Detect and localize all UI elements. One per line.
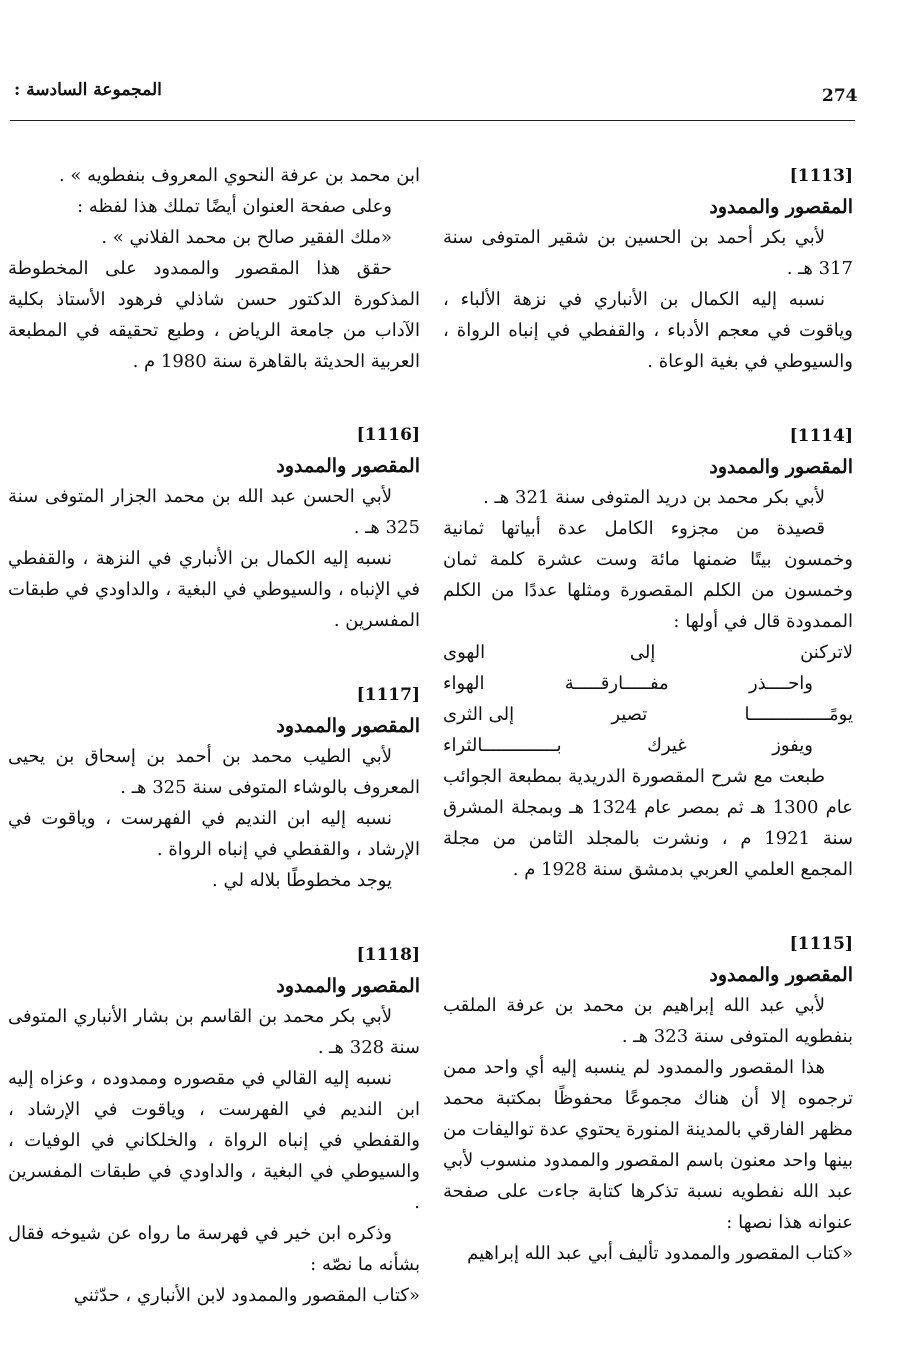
entry-quote: «كتاب المقصور والممدود لابن الأنباري ، حدّثني <box>73 1285 420 1306</box>
verse-word: واحــــذر <box>748 673 813 694</box>
verse-word: إلى <box>629 642 656 663</box>
right-column <box>443 160 853 1312</box>
entry-number: [1116] <box>356 425 420 445</box>
verse-line <box>443 637 853 668</box>
entry-1118 <box>8 939 420 1311</box>
entry-paragraph: لأبي بكر محمد بن دريد المتوفى سنة 321 هـ . <box>483 487 825 508</box>
verse-word: إلى الثرى <box>443 704 515 725</box>
entry-quote: «كتاب المقصور والممدود تأليف أبي عبد الله إبراهيم <box>467 1243 853 1264</box>
verse-line <box>443 699 853 730</box>
entry-paragraph: نسبه إليه ابن النديم في الفهرست ، وياقوت في الإرشاد ، والقفطي في إنباه الرواة . <box>8 808 420 860</box>
entry-1113 <box>443 160 853 377</box>
entry-paragraph: حقق هذا المقصور والممدود على المخطوطة المذكورة الدكتور حسن شاذلي فرهود الأستاذ بكلية الآداب من جامعة الرياض ، وطبع تحقيقه في المطبعة العربية الحديثة بالقاهرة سنة 1980 م . <box>8 258 420 372</box>
poem-verse <box>443 637 853 761</box>
entry-title: المقصور والممدود <box>709 456 853 478</box>
verse-word: بــــــــــــــالثراء <box>443 735 562 756</box>
entry-1114 <box>443 420 853 885</box>
verse-word: لاتركنن <box>800 642 853 663</box>
entry-title: المقصور والممدود <box>276 715 420 737</box>
entry-paragraph: وذكره ابن خير في فهرسة ما رواه عن شيوخه فقال بشأنه ما نصّه : <box>8 1223 420 1275</box>
entry-paragraph: وعلى صفحة العنوان أيضًا تملك هذا لفظه : <box>77 196 392 217</box>
entry-paragraph: لأبي بكر محمد بن القاسم بن بشار الأنباري المتوفى سنة 328 هـ . <box>8 1006 420 1058</box>
entry-number: [1113] <box>789 166 853 186</box>
entry-title: المقصور والممدود <box>709 964 853 986</box>
entry-title: المقصور والممدود <box>709 196 853 218</box>
entry-1117 <box>8 679 420 896</box>
entry-paragraph: نسبه إليه الكمال بن الأنباري في النزهة ، والقفطي في الإنباه ، والسيوطي في البغية ، والداودي في طبقات المفسرين . <box>8 548 420 631</box>
verse-line <box>443 730 853 761</box>
entry-1115-continued <box>8 160 420 377</box>
entry-paragraph: لأبي الطيب محمد بن أحمد بن إسحاق بن يحيى المعروف بالوشاء المتوفى سنة 325 هـ . <box>8 746 420 798</box>
entry-paragraph: قصيدة من مجزوء الكامل عدة أبياتها ثمانية وخمسون بيتًا ضمنها مائة وست عشرة كلمة ثمان وخمسون من الكلم المقصورة ومثلها عددًا من الكلم الممدودة قال في أولها : <box>443 518 853 632</box>
verse-word: يومًـــــــــــــــا <box>744 704 853 725</box>
running-head: المجموعة السادسة : <box>14 80 162 100</box>
verse-word: الهواء <box>443 673 485 694</box>
verse-word: مفـــــارقـــــة <box>564 673 669 694</box>
verse-word: الهوى <box>443 642 486 663</box>
verse-line <box>443 668 853 699</box>
verse-word: غيرك <box>647 735 687 756</box>
entry-paragraph: لأبي عبد الله إبراهيم بن محمد بن عرفة الملقب بنفطويه المتوفى سنة 323 هـ . <box>443 995 853 1047</box>
entry-number: [1114] <box>789 426 853 446</box>
entry-quote: ابن محمد بن عرفة النحوي المعروف بنفطويه » . <box>58 165 420 186</box>
entry-title: المقصور والممدود <box>276 975 420 997</box>
entry-paragraph: نسبه إليه الكمال بن الأنباري في نزهة الألباء ، وياقوت في معجم الأدباء ، والقفطي في إنباه الرواة ، والسيوطي في بغية الوعاة . <box>443 289 853 372</box>
entry-number: [1118] <box>356 945 420 965</box>
verse-word: تصير <box>611 704 648 725</box>
left-column <box>8 160 420 1354</box>
entry-paragraph: طبعت مع شرح المقصورة الدريدية بمطبعة الجوائب عام 1300 هـ ثم بمصر عام 1324 هـ وبمجلة المشرق سنة 1921 م ، ونشرت بالمجلد الثامن من مجلة المجمع العلمي العربي بدمشق سنة 1928 م . <box>443 766 853 880</box>
entry-title: المقصور والممدود <box>276 455 420 477</box>
entry-paragraph: لأبي الحسن عبد الله بن محمد الجزار المتوفى سنة 325 هـ . <box>8 486 420 538</box>
page-number: 274 <box>822 86 858 106</box>
entry-paragraph: هذا المقصور والممدود لم ينسبه إليه أي واحد ممن ترجموه إلا أن هناك مجموعًا محفوظًا بمكتبة محمد مظهر الفارقي بالمدينة المنورة يحتوي عدة تواليفات من بينها واحد معنون باسم المقصور والممدود منسوب لأبي عبد الله نفطويه نسبة تذكرها كتابة جاءت على صفحة عنوانه هذا نصها : <box>443 1057 853 1233</box>
entry-paragraph: نسبه إليه القالي في مقصوره وممدوده ، وعزاه إليه ابن النديم في الفهرست ، وياقوت في الإرشاد ، والقفطي في إنباه الرواة ، والخلكاني في الوفيات ، والسيوطي في البغية ، والداودي في طبقات المفسرين . <box>8 1068 420 1213</box>
entry-number: [1117] <box>356 685 420 705</box>
entry-paragraph: يوجد مخطوطًا بلاله لي . <box>212 870 392 891</box>
entry-quote: «ملك الفقير صالح بن محمد الفلاني » . <box>101 227 392 248</box>
entry-paragraph: لأبي بكر أحمد بن الحسين بن شقير المتوفى سنة 317 هـ . <box>443 227 853 279</box>
verse-word: ويفوز <box>772 735 813 756</box>
entry-number: [1115] <box>789 934 853 954</box>
header-rule <box>10 120 855 121</box>
entry-1115 <box>443 928 853 1269</box>
entry-1116 <box>8 419 420 636</box>
